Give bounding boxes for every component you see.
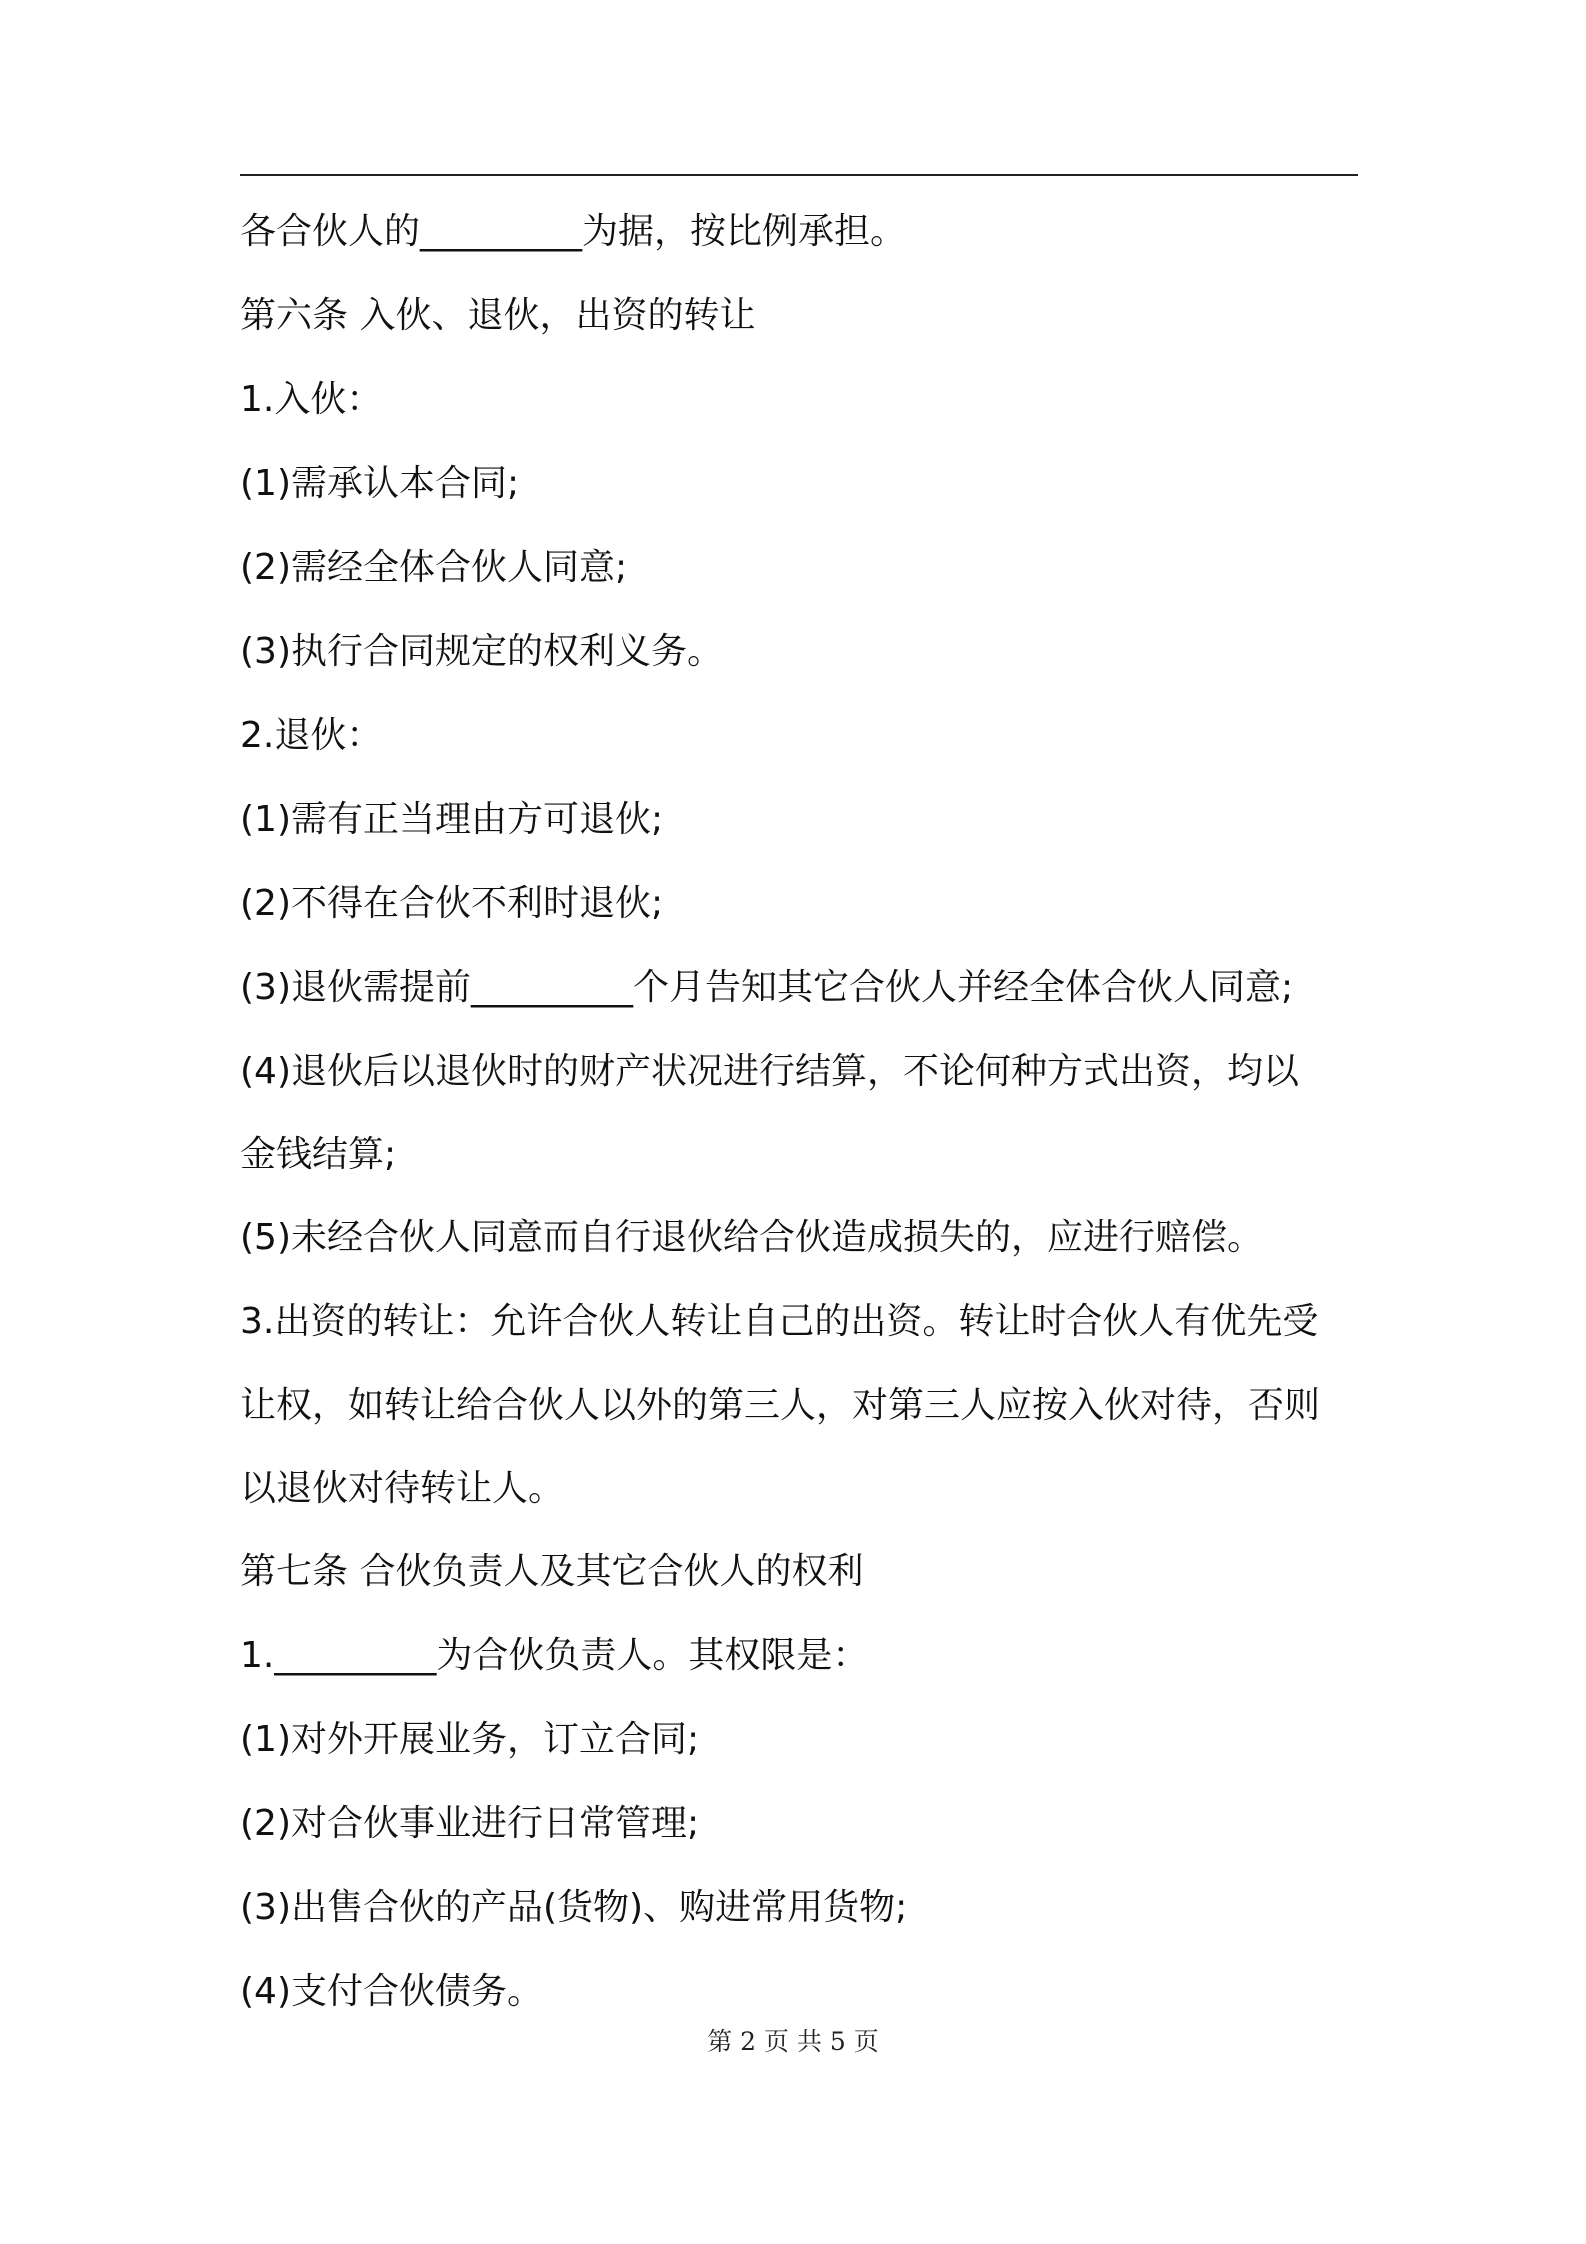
list-item: (2)对合伙事业进行日常管理; <box>240 1803 700 1844</box>
list-item: (1)对外开展业务，订立合同; <box>240 1719 700 1760</box>
section-heading: 第六条 入伙、退伙，出资的转让 <box>240 295 756 336</box>
list-item: (5)未经合伙人同意而自行退伙给合伙造成损失的，应进行赔偿。 <box>240 1217 1263 1258</box>
page-footer: 第 2 页 共 5 页 <box>707 2027 879 2056</box>
subsection-heading: 1.入伙： <box>240 379 383 420</box>
document-body <box>240 190 1370 2034</box>
list-item: (4)支付合伙债务。 <box>240 1971 543 2012</box>
list-item-continuation: 金钱结算; <box>240 1134 397 1175</box>
list-item: (1)需有正当理由方可退伙; <box>240 799 664 840</box>
text-line: 各合伙人的_________为据，按比例承担。 <box>240 211 907 252</box>
list-item: (3)执行合同规定的权利义务。 <box>240 631 723 672</box>
subsection-heading: 1._________为合伙负责人。其权限是： <box>240 1635 869 1676</box>
list-item: (3)出售合伙的产品(货物)、购进常用货物; <box>240 1887 908 1928</box>
paragraph-line: 让权，如转让给合伙人以外的第三人，对第三人应按入伙对待，否则 <box>240 1385 1321 1426</box>
list-item: (4)退伙后以退伙时的财产状况进行结算，不论何种方式出资，均以 <box>240 1051 1299 1092</box>
list-item: (2)需经全体合伙人同意; <box>240 547 628 588</box>
list-item: (2)不得在合伙不利时退伙; <box>240 883 664 924</box>
paragraph-line: 3.出资的转让：允许合伙人转让自己的出资。转让时合伙人有优先受 <box>240 1301 1319 1342</box>
paragraph-line: 以退伙对待转让人。 <box>240 1468 565 1509</box>
list-item: (1)需承认本合同; <box>240 463 520 504</box>
list-item: (3)退伙需提前_________个月告知其它合伙人并经全体合伙人同意; <box>240 967 1294 1008</box>
subsection-heading: 2.退伙： <box>240 715 383 756</box>
header-rule <box>240 174 1358 176</box>
section-heading: 第七条 合伙负责人及其它合伙人的权利 <box>240 1551 864 1592</box>
